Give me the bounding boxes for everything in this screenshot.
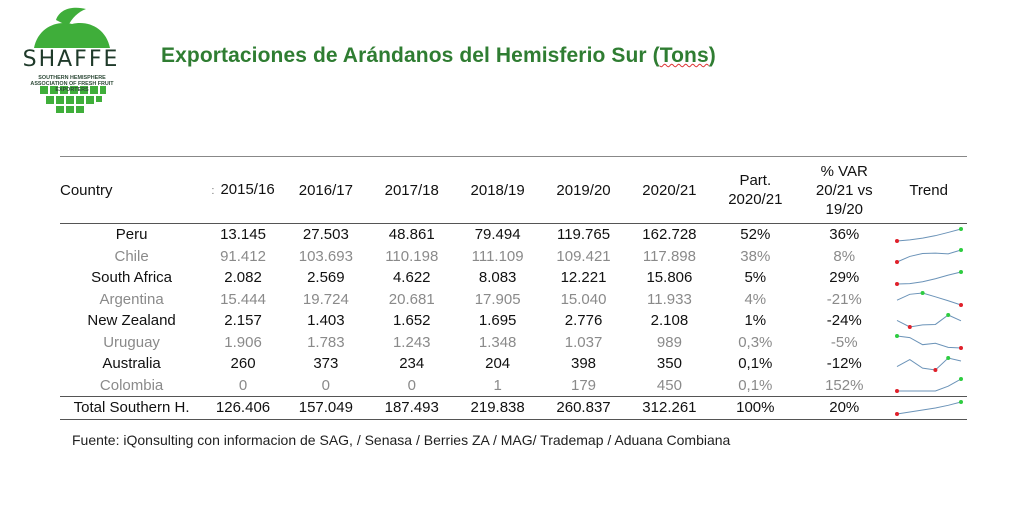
row-part: 1% — [744, 312, 767, 330]
trend-line — [897, 293, 961, 305]
row-value: 204 — [485, 355, 511, 373]
row-value: 260 — [230, 355, 256, 373]
row-value: 1.037 — [564, 333, 603, 351]
row-country: Peru — [115, 226, 148, 244]
trend-low-point — [895, 389, 899, 393]
page-title — [161, 44, 716, 68]
row-part: 4% — [744, 290, 767, 308]
row-value: 15.444 — [220, 290, 266, 308]
row-value: 219.838 — [455, 397, 541, 420]
trend-high-point — [895, 334, 899, 338]
header-2018-19: 2018/19 — [455, 157, 541, 224]
row-var: 152% — [825, 376, 864, 394]
trend-line — [897, 250, 961, 262]
row-trend — [890, 289, 967, 311]
row-part: 38% — [740, 247, 771, 265]
trend-low-point — [895, 412, 899, 416]
row-value: 0 — [238, 376, 248, 394]
title-unit: Tons — [659, 44, 709, 67]
row-value: 8.083 — [478, 269, 517, 287]
row-var: 20% — [798, 397, 890, 420]
row-value: 398 — [571, 355, 597, 373]
table-row — [60, 289, 967, 311]
table-row — [60, 246, 967, 268]
row-value: 260.837 — [541, 397, 627, 420]
row-value: 1.906 — [224, 333, 262, 351]
row-value: 13.145 — [220, 226, 266, 244]
row-value: 17.905 — [474, 290, 521, 308]
title-close: ) — [708, 44, 716, 67]
table-row — [60, 267, 967, 289]
header-var: % VAR 20/21 vs 19/20 — [798, 157, 890, 224]
trend-sparkline — [894, 376, 964, 394]
row-value: 1.695 — [478, 312, 517, 330]
row-var: -24% — [826, 312, 862, 330]
header-2019-20: 2019/20 — [541, 157, 627, 224]
row-value: 350 — [656, 355, 682, 373]
row-value: 157.049 — [283, 397, 369, 420]
row-country: South Africa — [91, 269, 173, 287]
trend-low-point — [959, 303, 963, 307]
trend-sparkline — [894, 312, 964, 330]
row-value: 1.652 — [392, 312, 431, 330]
row-value: 109.421 — [556, 247, 611, 265]
row-var: -21% — [826, 290, 862, 308]
header-2015-16: : 2015/16 — [203, 157, 283, 224]
header-2017-18: 2017/18 — [369, 157, 455, 224]
row-trend — [890, 353, 967, 375]
row-value: 15.806 — [646, 269, 693, 287]
table-row — [60, 310, 967, 332]
row-var: 8% — [833, 247, 856, 265]
row-value: 103.693 — [298, 247, 353, 265]
row-var: -12% — [826, 355, 862, 373]
row-value: 162.728 — [642, 226, 697, 244]
row-country: Uruguay — [103, 333, 160, 351]
table-row — [60, 375, 967, 397]
source-note: Fuente: iQonsulting con informacion de SAG, / Senasa / Berries ZA / MAG/ Trademap / Aduana Combiana — [72, 432, 731, 448]
row-value: 1.348 — [478, 333, 517, 351]
table-header-row — [60, 157, 967, 224]
row-value: 234 — [399, 355, 425, 373]
row-country: Argentina — [99, 290, 164, 308]
row-trend — [890, 375, 967, 397]
row-part: 52% — [740, 226, 771, 244]
row-var: -5% — [830, 333, 858, 351]
row-value: 373 — [313, 355, 339, 373]
row-value: 119.765 — [556, 226, 611, 244]
row-part: 0,1% — [738, 376, 773, 394]
row-value: 989 — [656, 333, 682, 351]
row-value: 1.783 — [307, 333, 345, 351]
table-row — [60, 224, 967, 246]
trend-low-point — [895, 239, 899, 243]
row-value: 2.082 — [224, 269, 262, 287]
logo-wordmark: SHAFFE — [22, 47, 120, 72]
row-value: 187.493 — [369, 397, 455, 420]
table-total-row — [60, 397, 967, 420]
trend-line — [897, 358, 961, 370]
row-value: 15.040 — [560, 290, 607, 308]
row-trend — [890, 246, 967, 268]
row-value: 2.776 — [564, 312, 603, 330]
trend-high-point — [959, 270, 963, 274]
row-trend — [890, 267, 967, 289]
row-value: 0 — [407, 376, 416, 394]
row-value: 1.403 — [307, 312, 345, 330]
trend-sparkline — [894, 290, 964, 308]
row-value: 1.243 — [392, 333, 431, 351]
row-value: 2.157 — [224, 312, 262, 330]
trend-low-point — [895, 282, 899, 286]
trend-sparkline — [894, 247, 964, 265]
trend-high-point — [920, 291, 924, 295]
row-value: 179 — [571, 376, 597, 394]
header-trend: Trend — [890, 157, 967, 224]
logo-subtitle: SOUTHERN HEMISPHERE ASSOCIATION OF FRESH FRUIT EXPORTERS — [30, 75, 114, 93]
row-value: 111.109 — [471, 247, 524, 265]
row-country: New Zealand — [87, 312, 176, 330]
row-value: 79.494 — [474, 226, 521, 244]
header-country: Country — [60, 157, 203, 224]
row-value: 126.406 — [203, 397, 283, 420]
row-value: 450 — [656, 376, 682, 394]
trend-low-point — [907, 325, 911, 329]
row-value: 48.861 — [388, 226, 435, 244]
title-text: Exportaciones de Arándanos del Hemisferio Sur ( — [161, 44, 660, 67]
trend-sparkline — [894, 355, 964, 373]
row-var: 29% — [829, 269, 860, 287]
row-value: 91.412 — [220, 247, 266, 265]
table-row — [60, 332, 967, 354]
trend-high-point — [959, 400, 963, 404]
exports-table — [60, 156, 967, 420]
row-value: 117.898 — [642, 247, 696, 265]
row-value: 2.108 — [650, 312, 689, 330]
row-trend — [890, 310, 967, 332]
trend-line — [897, 379, 961, 391]
row-value: 1 — [493, 376, 502, 394]
trend-sparkline — [894, 226, 964, 244]
header-part: Part. 2020/21 — [712, 157, 798, 224]
header-2020-21: 2020/21 — [626, 157, 712, 224]
row-value: 12.221 — [560, 269, 607, 287]
trend-high-point — [959, 227, 963, 231]
row-value: 20.681 — [388, 290, 435, 308]
row-part: 100% — [712, 397, 798, 420]
row-value: 110.198 — [385, 247, 439, 265]
row-value: 27.503 — [302, 226, 349, 244]
row-var: 36% — [829, 226, 860, 244]
row-country: Colombia — [99, 376, 164, 394]
logo-fruit-top — [34, 23, 110, 48]
trend-line — [897, 272, 961, 284]
trend-high-point — [946, 313, 950, 317]
row-trend — [890, 332, 967, 354]
row-part: 0,3% — [738, 333, 773, 351]
row-value: 19.724 — [302, 290, 349, 308]
trend-line — [897, 336, 961, 348]
trend-line — [897, 402, 961, 414]
trend-low-point — [895, 260, 899, 264]
row-value: 0 — [321, 376, 331, 394]
row-trend — [890, 397, 967, 420]
trend-line — [897, 229, 961, 241]
row-value: 312.261 — [626, 397, 712, 420]
trend-sparkline — [894, 399, 964, 417]
header-2016-17: 2016/17 — [283, 157, 369, 224]
row-value: 2.569 — [307, 269, 345, 287]
trend-high-point — [946, 356, 950, 360]
row-trend — [890, 224, 967, 246]
row-value: 11.933 — [647, 290, 692, 308]
trend-line — [897, 315, 961, 327]
trend-low-point — [933, 368, 937, 372]
row-part: 5% — [744, 269, 767, 287]
trend-high-point — [959, 377, 963, 381]
trend-sparkline — [894, 269, 964, 287]
table-row — [60, 353, 967, 375]
row-country: Total Southern H. — [60, 397, 203, 420]
trend-low-point — [959, 346, 963, 350]
row-country: Australia — [102, 355, 161, 373]
trend-sparkline — [894, 333, 964, 351]
row-value: 4.622 — [392, 269, 431, 287]
row-country: Chile — [114, 247, 149, 265]
trend-high-point — [959, 248, 963, 252]
row-part: 0,1% — [738, 355, 773, 373]
